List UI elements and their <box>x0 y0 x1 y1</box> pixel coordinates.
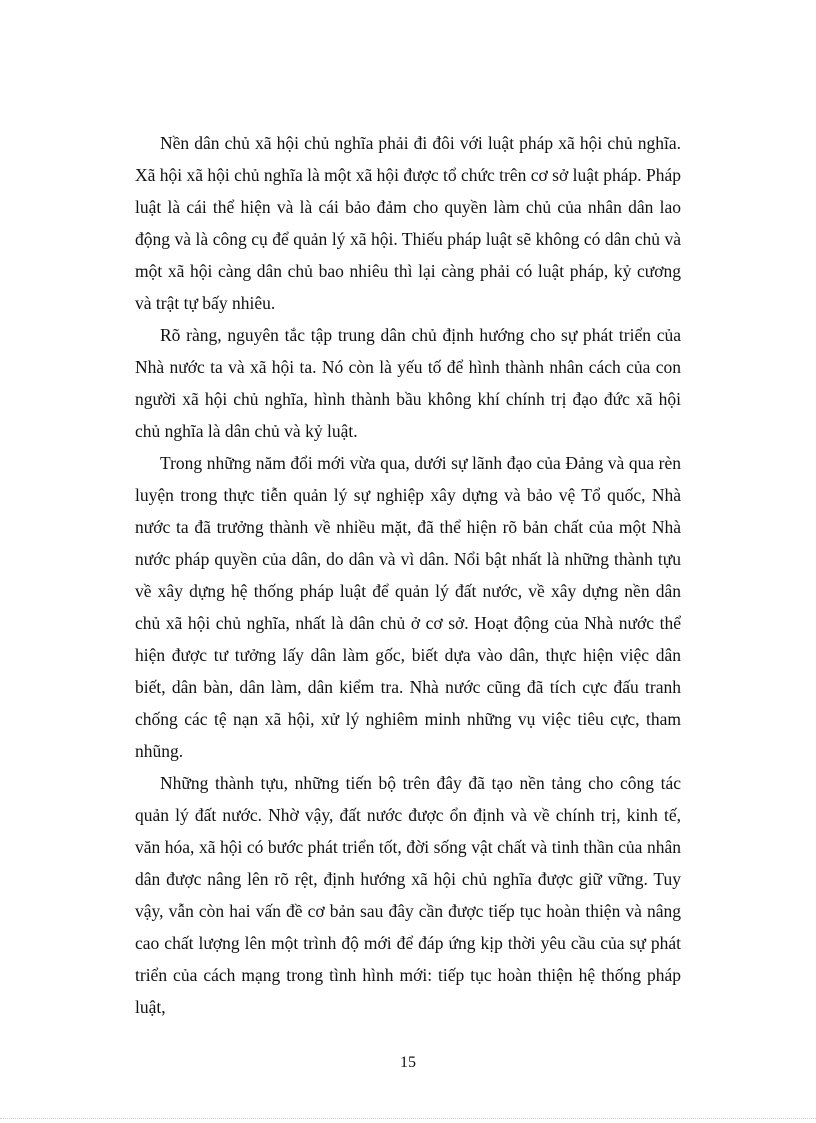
paragraph: Trong những năm đổi mới vừa qua, dưới sự lãnh đạo của Đảng và qua rèn luyện trong thực tiễn quản lý sự nghiệp xây dựng và bảo vệ Tổ quốc, Nhà nước ta đã trưởng thành về nhiều mặt, đã thể hiện rõ bản chất của một Nhà nước pháp quyền của dân, do dân và vì dân. Nổi bật nhất là những thành tựu về xây dựng hệ thống pháp luật để quản lý đất nước, về xây dựng nền dân chủ xã hội chủ nghĩa, nhất là dân chủ ở cơ sở. Hoạt động của Nhà nước thể hiện được tư tưởng lấy dân làm gốc, biết dựa vào dân, thực hiện việc dân biết, dân bàn, dân làm, dân kiểm tra. Nhà nước cũng đã tích cực đấu tranh chống các tệ nạn xã hội, xử lý nghiêm minh những vụ việc tiêu cực, tham nhũng. <box>135 453 681 761</box>
paragraph: Những thành tựu, những tiến bộ trên đây đã tạo nền tảng cho công tác quản lý đất nước. Nhờ vậy, đất nước được ổn định và về chính trị, kinh tế, văn hóa, xã hội có bước phát triển tốt, đời sống vật chất và tinh thần của nhân dân được nâng lên rõ rệt, định hướng xã hội chủ nghĩa được giữ vững. Tuy vậy, vẫn còn hai vấn đề cơ bản sau đây cần được tiếp tục hoàn thiện và nâng cao chất lượng lên một trình độ mới để đáp ứng kịp thời yêu cầu của sự phát triển của cách mạng trong tình hình mới: tiếp tục hoàn thiện hệ thống pháp luật, <box>135 773 681 1017</box>
paragraph: Nền dân chủ xã hội chủ nghĩa phải đi đôi với luật pháp xã hội chủ nghĩa. Xã hội xã hội chủ nghĩa là một xã hội được tổ chức trên cơ sở luật pháp. Pháp luật là cái thể hiện và là cái bảo đảm cho quyền làm chủ của nhân dân lao động và là công cụ để quản lý xã hội. Thiếu pháp luật sẽ không có dân chủ và một xã hội càng dân chủ bao nhiêu thì lại càng phải có luật pháp, kỷ cương và trật tự bấy nhiêu. <box>135 133 681 313</box>
page-bottom-divider <box>0 1118 816 1119</box>
page-number: 15 <box>400 1054 416 1071</box>
body-text <box>135 127 681 1023</box>
paragraph: Rõ ràng, nguyên tắc tập trung dân chủ định hướng cho sự phát triển của Nhà nước ta và xã hội ta. Nó còn là yếu tố để hình thành nhân cách của con người xã hội chủ nghĩa, hình thành bầu không khí chính trị đạo đức xã hội chủ nghĩa là dân chủ và kỷ luật. <box>135 325 681 441</box>
